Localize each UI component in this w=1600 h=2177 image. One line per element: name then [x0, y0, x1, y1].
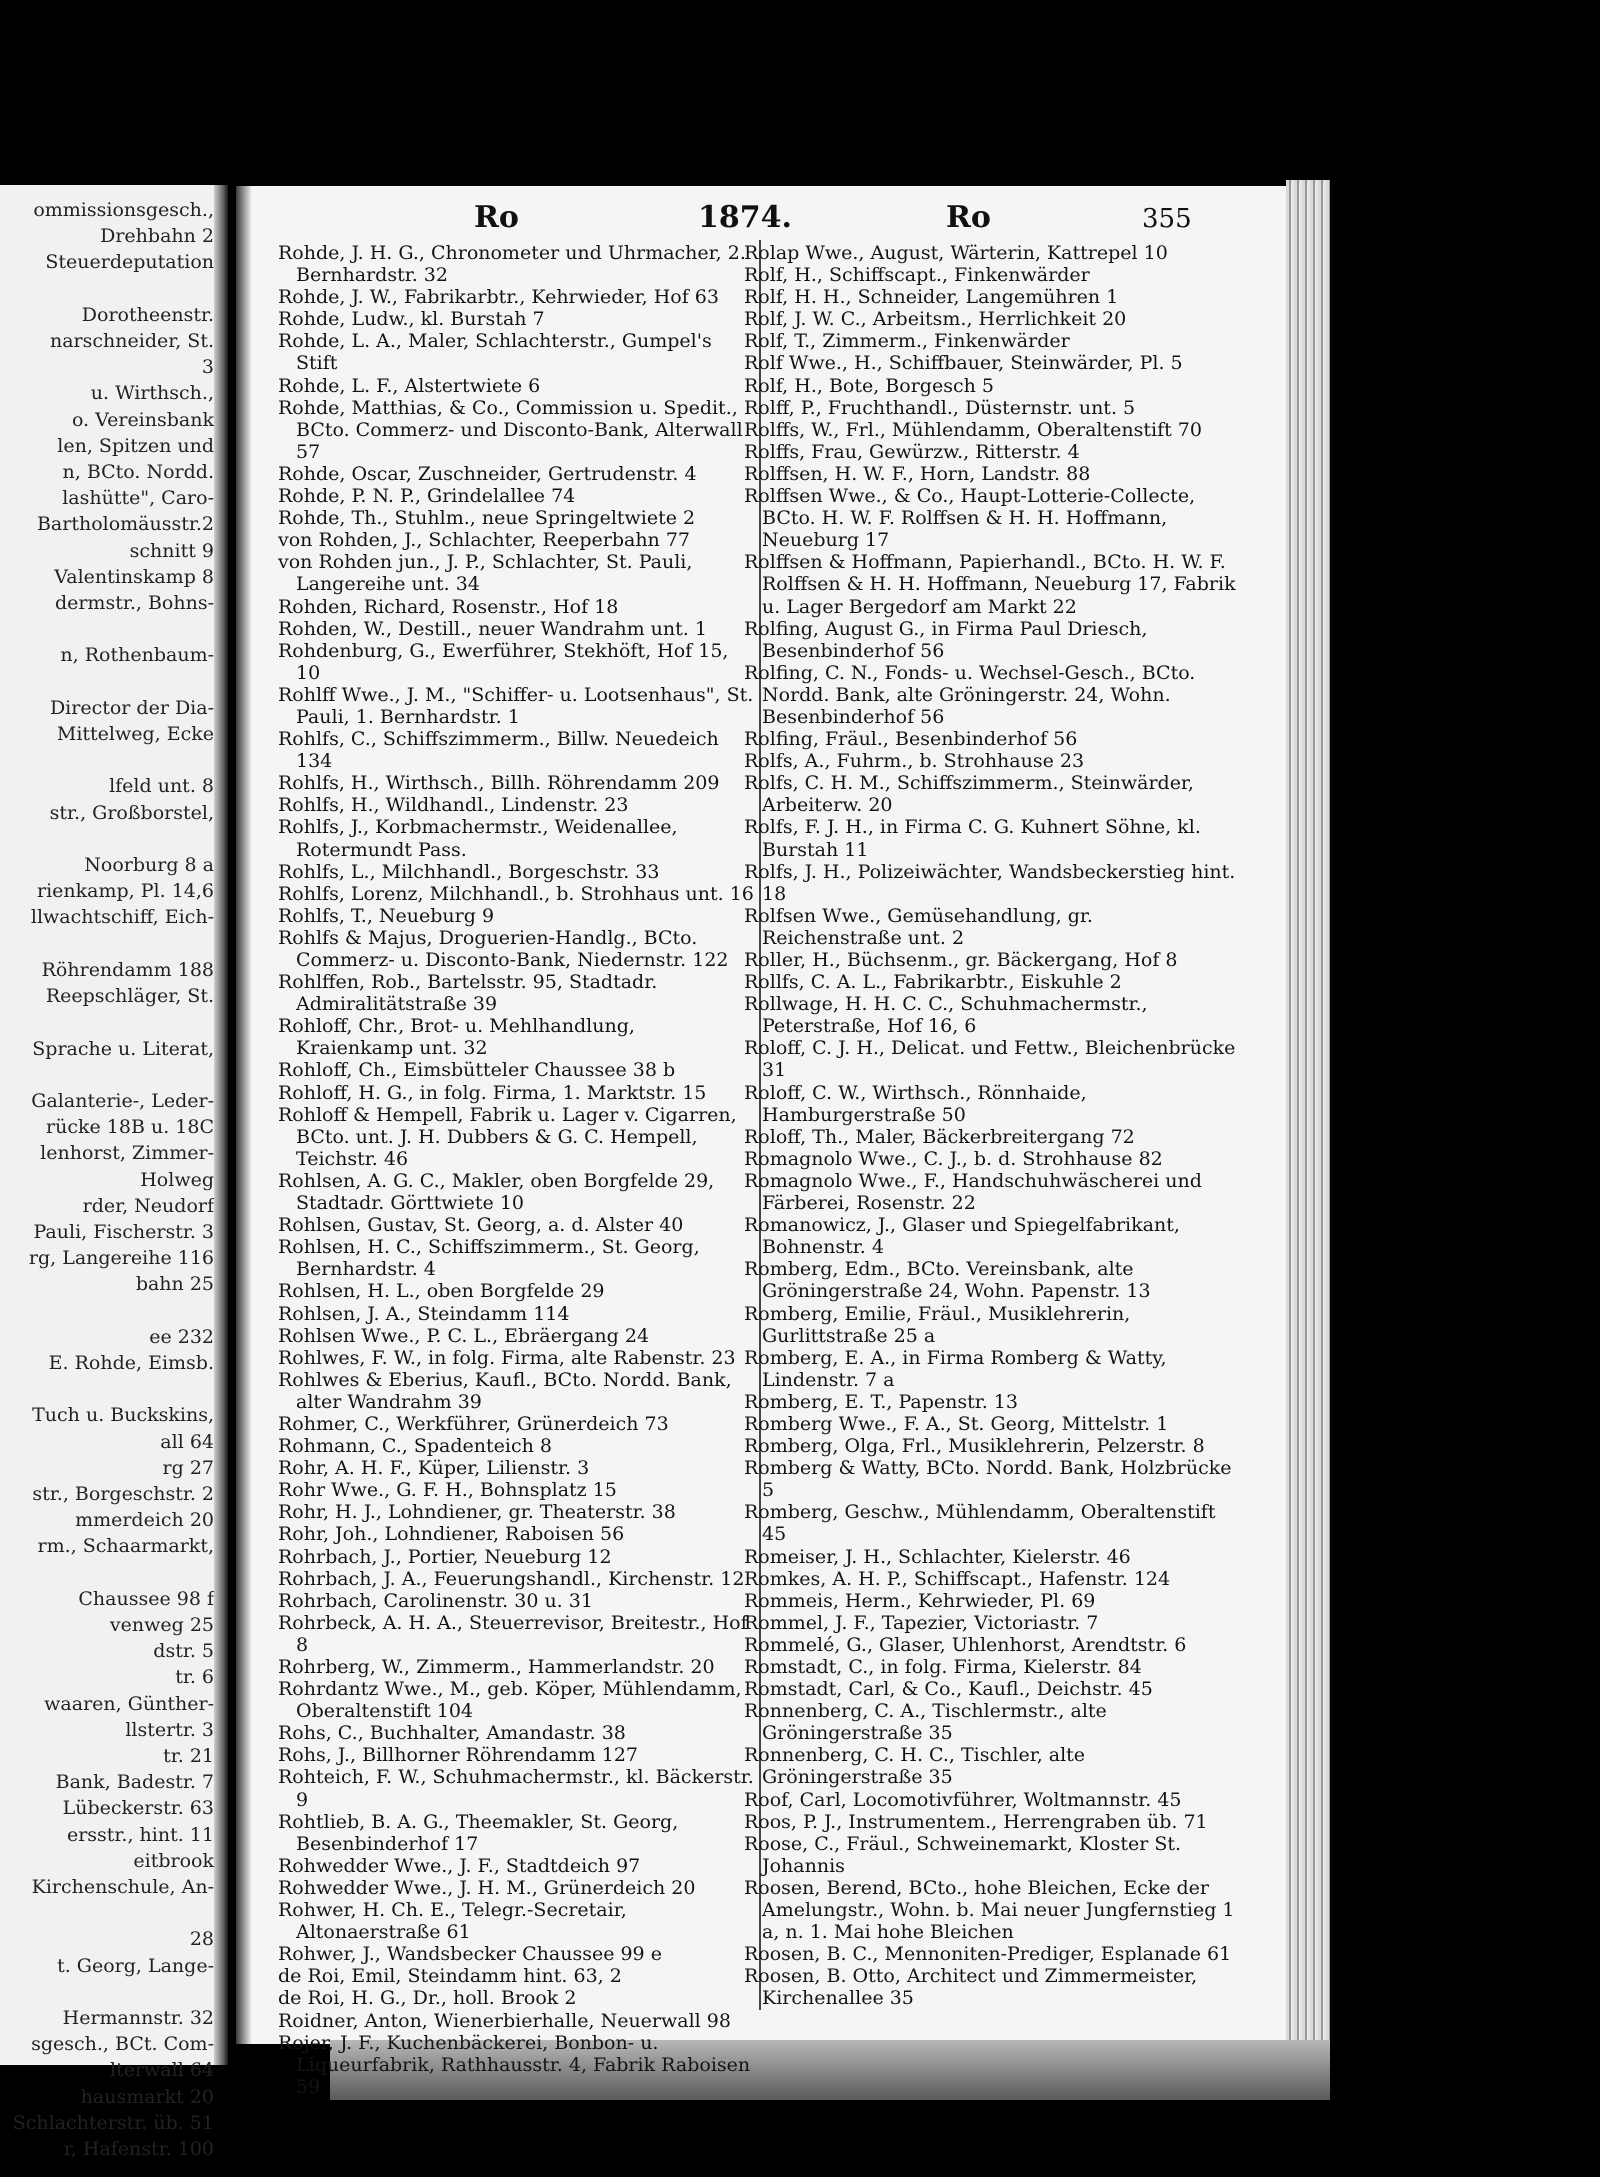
directory-entry: Rommelé, G., Glaser, Uhlenhorst, Arendtstr. 6: [744, 1633, 1187, 1656]
directory-entry: Romstadt, C., in folg. Firma, Kielerstr. 84: [744, 1656, 1142, 1678]
left-page-fragment: [0, 1560, 214, 1586]
directory-entry: Rohr, A. H. F., Küper, Lilienstr. 3: [278, 1457, 590, 1480]
left-page-fragment: tr. 6: [175, 1666, 214, 1689]
directory-entry: Rolfing, C. N., Fonds- u. Wechsel-Gesch., BCto. Nordd. Bank, alte Gröningerstr. 24, Wohn. Besenbinderhof 56: [744, 661, 1196, 728]
directory-entry: Rohlffen, Rob., Bartelsstr. 95, Stadtadr. Admiralitätstraße 39: [278, 971, 658, 1016]
directory-entry: Rohlfs, T., Neueburg 9: [278, 904, 495, 927]
directory-entry: Rohrbach, J., Portier, Neueburg 12: [278, 1545, 612, 1568]
left-page-fragment: Reepschläger, St.: [45, 985, 214, 1008]
left-page-fragment: rücke 18B u. 18C: [46, 1116, 214, 1139]
directory-entry: Rolf Wwe., H., Schiffbauer, Steinwärder, Pl. 5: [744, 352, 1183, 375]
page-edges: [1286, 180, 1330, 2050]
directory-entry: Rohlwes & Eberius, Kaufl., BCto. Nordd. Bank, alter Wandrahm 39: [278, 1368, 732, 1413]
left-page-text-fragments: [0, 197, 214, 2162]
left-page-fragment: E. Rohde, Eimsb.: [48, 1351, 214, 1374]
directory-entry: Rohdenburg, G., Ewerführer, Stekhöft, Hof 15, 10: [278, 639, 729, 684]
directory-entry: Romagnolo Wwe., F., Handschuhwäscherei und Färberei, Rosenstr. 22: [744, 1169, 1202, 1215]
header-year: 1874.: [698, 200, 792, 235]
directory-entry: Roosen, Berend, BCto., hohe Bleichen, Ecke der Amelungstr., Wohn. b. Mai neuer Jungfernstieg 1 a, n. 1. Mai hohe Bleichen: [744, 1876, 1235, 1944]
left-page-fragment: Lübeckerstr. 63: [62, 1797, 214, 1820]
left-page-fragment: str., Borgeschstr. 2: [32, 1482, 214, 1505]
left-page-fragment: llwachtschiff, Eich-: [30, 906, 214, 929]
directory-entry: Rolf, T., Zimmerm., Finkenwärder: [744, 330, 1070, 353]
directory-entry: Rolffs, Frau, Gewürzw., Ritterstr. 4: [744, 440, 1080, 463]
left-page-fragment: len, Spitzen und: [57, 434, 214, 457]
directory-entry: Rommel, J. F., Tapezier, Victoriastr. 7: [744, 1611, 1099, 1634]
left-page-fragment: venweg 25: [109, 1613, 214, 1636]
directory-entry: Romstadt, Carl, & Co., Kaufl., Deichstr. 45: [744, 1678, 1153, 1701]
directory-entry: Ronnenberg, C. H. C., Tischler, alte Gröningerstraße 35: [744, 1744, 1086, 1789]
left-facing-page: [0, 185, 228, 2161]
directory-entry: Romberg, E. A., in Firma Romberg & Watty, Lindenstr. 7 a: [744, 1346, 1167, 1391]
directory-entry: Rohlfs, H., Wirthsch., Billh. Röhrendamm 209: [278, 772, 720, 795]
directory-entry: Roosen, B. C., Mennoniten-Prediger, Esplanade 61: [744, 1943, 1232, 1966]
left-page-fragment: u. Wirthsch.,: [90, 382, 214, 405]
page-number: 355: [1142, 204, 1192, 234]
directory-entry: Rohrbach, Carolinenstr. 30 u. 31: [278, 1589, 593, 1612]
directory-entry: Rojer, J. F., Kuchenbäckerei, Bonbon- u. Liqueurfabrik, Rathhausstr. 4, Fabrik Raboisen 59: [278, 2031, 751, 2098]
directory-entry: Rohde, L. F., Alstertwiete 6: [278, 374, 541, 397]
directory-entry: Rohlsen Wwe., P. C. L., Ebräergang 24: [278, 1324, 650, 1347]
directory-entry: Romberg Wwe., F. A., St. Georg, Mittelstr. 1: [744, 1412, 1169, 1435]
directory-entry: Rohs, J., Billhorner Röhrendamm 127: [278, 1744, 638, 1767]
directory-entry: Rohlfs, Lorenz, Milchhandl., b. Strohhaus unt. 16: [278, 882, 754, 905]
directory-entry: Rohlfs, C., Schiffszimmerm., Billw. Neuedeich 134: [278, 728, 719, 773]
left-page-fragment: [0, 669, 214, 695]
left-page-fragment: Director der Dia-: [49, 696, 214, 719]
directory-entry: de Roi, Emil, Steindamm hint. 63, 2: [278, 1965, 622, 1988]
left-page-fragment: lashütte", Caro-: [62, 487, 214, 510]
directory-column-left: [278, 242, 758, 2098]
left-page-fragment: all 64: [160, 1430, 214, 1453]
directory-entry: Roloff, C. J. H., Delicat. und Fettw., Bleichenbrücke 31: [744, 1037, 1236, 1082]
directory-entry: Rolfs, F. J. H., in Firma C. G. Kuhnert Söhne, kl. Burstah 11: [744, 816, 1201, 861]
directory-column-right: [744, 242, 1236, 2010]
directory-entry: Rohlfs & Majus, Droguerien-Handlg., BCto. Commerz- u. Disconto-Bank, Niedernstr. 122: [278, 926, 729, 971]
directory-entry: Roos, P. J., Instrumentem., Herrengraben üb. 71: [744, 1810, 1208, 1833]
left-page-fragment: [0, 1900, 214, 1926]
directory-entry: Rohloff, H. G., in folg. Firma, 1. Marktstr. 15: [278, 1081, 707, 1104]
directory-entry: Rolap Wwe., August, Wärterin, Kattrepel 10: [744, 242, 1168, 264]
left-page-fragment: [0, 1009, 214, 1035]
header-left-key: Ro: [474, 200, 519, 235]
directory-entry: Rollfs, C. A. L., Fabrikarbtr., Eiskuhle 2: [744, 971, 1122, 994]
left-page-fragment: Mittelweg, Ecke: [56, 723, 214, 746]
left-page-fragment: [0, 747, 214, 773]
directory-entry: Romberg & Watty, BCto. Nordd. Bank, Holzbrücke 5: [744, 1457, 1232, 1502]
left-page-fragment: ommissionsgesch.,: [33, 199, 214, 221]
directory-entry: Rohde, J. H. G., Chronometer und Uhrmacher, 2. Bernhardstr. 32: [278, 242, 746, 287]
directory-entry: Rohwer, H. Ch. E., Telegr.-Secretair, Altonaerstraße 61: [278, 1899, 627, 1944]
directory-entry: Rolf, H., Bote, Borgesch 5: [744, 374, 994, 397]
directory-entry: Rohde, P. N. P., Grindelallee 74: [278, 485, 576, 508]
left-page-fragment: [0, 931, 214, 957]
directory-entry: Roidner, Anton, Wienerbierhalle, Neuerwall 98: [278, 2009, 731, 2032]
directory-entry: Rohwer, J., Wandsbecker Chaussee 99 e: [278, 1943, 662, 1966]
left-page-fragment: Noorburg 8 a: [84, 854, 214, 877]
left-page-fragment: Kirchenschule, An-: [31, 1876, 214, 1898]
left-page-gutter: [214, 185, 228, 2065]
left-page-fragment: [0, 616, 214, 642]
header-right-key: Ro: [946, 200, 991, 235]
directory-entry: Rohmann, C., Spadenteich 8: [278, 1435, 552, 1458]
directory-entry: Rolfing, August G., in Firma Paul Driesch, Besenbinderhof 56: [744, 617, 1148, 662]
directory-entry: Rolf, H., Schiffscapt., Finkenwärder: [744, 264, 1090, 287]
directory-entry: Rohmer, C., Werkführer, Grünerdeich 73: [278, 1412, 669, 1435]
directory-entry: Rolf, J. W. C., Arbeitsm., Herrlichkeit 20: [744, 308, 1127, 331]
directory-entry: Rohrbeck, A. H. A., Steuerrevisor, Breitestr., Hof 8: [278, 1611, 748, 1656]
left-page-fragment: Pauli, Fischerstr. 3: [33, 1220, 214, 1243]
directory-entry: Rolfs, C. H. M., Schiffszimmerm., Steinwärder, Arbeiterw. 20: [744, 772, 1194, 817]
directory-entry: Romagnolo Wwe., C. J., b. d. Strohhause 82: [744, 1147, 1163, 1170]
directory-entry: Rohloff, Chr., Brot- u. Mehlhandlung, Kraienkamp unt. 32: [278, 1015, 635, 1060]
left-page-fragment: llstertr. 3: [125, 1718, 214, 1741]
directory-entry: Romberg, Edm., BCto. Vereinsbank, alte Gröningerstraße 24, Wohn. Papenstr. 13: [744, 1258, 1151, 1303]
left-page-fragment: 3: [201, 356, 214, 379]
left-page-fragment: mmerdeich 20: [75, 1509, 214, 1532]
directory-entry: Rohr Wwe., G. F. H., Bohnsplatz 15: [278, 1479, 617, 1502]
directory-entry: Rohrbach, J. A., Feuerungshandl., Kirchenstr. 12: [278, 1567, 745, 1590]
directory-entry: Romeiser, J. H., Schlachter, Kielerstr. 46: [744, 1545, 1131, 1568]
directory-entry: Rohrdantz Wwe., M., geb. Köper, Mühlendamm, Oberaltenstift 104: [278, 1678, 742, 1723]
left-page-fragment: Bartholomäusstr.2: [36, 513, 214, 536]
directory-entry: Rohlsen, H. L., oben Borgfelde 29: [278, 1280, 605, 1303]
directory-entry: Rohloff & Hempell, Fabrik u. Lager v. Cigarren, BCto. unt. J. H. Dubbers & G. C. Hempell, Teichstr. 46: [278, 1103, 737, 1170]
directory-entry: Rohs, C., Buchhalter, Amandastr. 38: [278, 1722, 626, 1745]
directory-entry: Romkes, A. H. P., Schiffscapt., Hafenstr. 124: [744, 1567, 1171, 1590]
directory-entry: Rohr, H. J., Lohndiener, gr. Theaterstr. 38: [278, 1501, 676, 1524]
directory-entry: Rohde, J. W., Fabrikarbtr., Kehrwieder, Hof 63: [278, 286, 719, 309]
directory-entry: Rolffsen Wwe., & Co., Haupt-Lotterie-Collecte, BCto. H. W. F. Rolffsen & H. H. Hoffmann, Neueburg 17: [744, 485, 1196, 552]
directory-entry: von Rohden jun., J. P., Schlachter, St. Pauli, Langereihe unt. 34: [278, 551, 693, 596]
left-page-fragment: Holweg: [140, 1168, 214, 1191]
directory-entry: Rohteich, F. W., Schuhmachermstr., kl. Bäckerstr. 9: [278, 1766, 754, 1811]
directory-entry: Rohden, W., Destill., neuer Wandrahm unt. 1: [278, 617, 707, 640]
left-page-fragment: Tuch u. Buckskins,: [32, 1404, 214, 1427]
directory-entry: Rolffsen & Hoffmann, Papierhandl., BCto. H. W. F. Rolffsen & H. H. Hoffmann, Neueburg 17, Fabrik u. Lager Bergedorf am Markt 22: [744, 551, 1236, 618]
directory-entry: Rohrberg, W., Zimmerm., Hammerlandstr. 20: [278, 1656, 715, 1678]
directory-entry: Rohr, Joh., Lohndiener, Raboisen 56: [278, 1523, 625, 1546]
left-page-fragment: narschneider, St.: [49, 330, 214, 353]
left-page-fragment: 28: [189, 1928, 214, 1951]
directory-entry: Rohlfs, L., Milchhandl., Borgeschstr. 33: [278, 860, 660, 883]
left-page-fragment: dermstr., Bohns-: [54, 592, 214, 615]
left-page-fragment: lterwall 64: [110, 2059, 214, 2082]
left-page-fragment: Steuerdeputation: [45, 251, 214, 274]
left-page-fragment: [0, 1979, 214, 2005]
left-page-fragment: rm., Schaarmarkt,: [37, 1535, 214, 1558]
directory-entry: Rohde, Ludw., kl. Burstah 7: [278, 308, 545, 331]
directory-entry: Rohtlieb, B. A. G., Theemakler, St. Georg, Besenbinderhof 17: [278, 1810, 679, 1855]
directory-entry: Rohlsen, A. G. C., Makler, oben Borgfelde 29, Stadtadr. Görttwiete 10: [278, 1169, 715, 1215]
left-page-fragment: rienkamp, Pl. 14,6: [37, 880, 214, 903]
left-page-fragment: Röhrendamm 188: [41, 958, 214, 981]
directory-entry: Rohlsen, J. A., Steindamm 114: [278, 1302, 570, 1325]
left-page-fragment: eitbrook: [133, 1849, 214, 1872]
page-header: [236, 200, 1288, 236]
left-page-fragment: bahn 25: [135, 1273, 214, 1296]
left-page-fragment: rder, Neudorf: [82, 1194, 214, 1217]
left-page-fragment: dstr. 5: [153, 1640, 214, 1663]
directory-entry: Rolffs, W., Frl., Mühlendamm, Oberaltenstift 70: [744, 418, 1202, 441]
directory-entry: Rohwedder Wwe., J. H. M., Grünerdeich 20: [278, 1876, 696, 1899]
directory-entry: Rommeis, Herm., Kehrwieder, Pl. 69: [744, 1589, 1096, 1612]
left-page-fragment: rg 27: [162, 1456, 214, 1479]
directory-entry: Rohloff, Ch., Eimsbütteler Chaussee 38 b: [278, 1059, 676, 1082]
left-page-fragment: rg, Langereihe 116: [28, 1247, 214, 1270]
directory-entry: Roof, Carl, Locomotivführer, Woltmannstr. 45: [744, 1788, 1182, 1811]
directory-entry: Romberg, E. T., Papenstr. 13: [744, 1390, 1018, 1413]
left-page-fragment: ersstr., hint. 11: [66, 1823, 214, 1846]
left-page-fragment: t. Georg, Lange-: [57, 1954, 214, 1977]
directory-entry: Rohlfs, J., Korbmachermstr., Weidenallee, Rotermundt Pass.: [278, 816, 678, 861]
directory-entry: Rollwage, H. H. C. C., Schuhmachermstr., Peterstraße, Hof 16, 6: [744, 993, 1148, 1038]
directory-entry: Rohde, Oscar, Zuschneider, Gertrudenstr. 4: [278, 462, 697, 485]
left-page-fragment: Hermannstr. 32: [62, 2007, 214, 2030]
left-page-fragment: r, Hafenstr. 100: [63, 2138, 214, 2161]
directory-entry: Romberg, Emilie, Fräul., Musiklehrerin, Gurlittstraße 25 a: [744, 1302, 1131, 1347]
left-page-fragment: str., Großborstel,: [49, 801, 214, 824]
left-page-fragment: Chaussee 98 f: [78, 1587, 214, 1610]
left-page-fragment: o. Vereinsbank: [71, 408, 214, 431]
left-page-fragment: Schlachterstr. üb. 51: [12, 2111, 214, 2134]
left-page-fragment: [0, 826, 214, 852]
directory-entry: Rohlff Wwe., J. M., "Schiffer- u. Lootsenhaus", St. Pauli, 1. Bernhardstr. 1: [278, 683, 754, 728]
left-page-fragment: n, BCto. Nordd.: [62, 461, 214, 484]
left-page-fragment: Bank, Badestr. 7: [55, 1771, 214, 1794]
directory-entry: Rohden, Richard, Rosenstr., Hof 18: [278, 595, 619, 618]
directory-entry: Roloff, Th., Maler, Bäckerbreitergang 72: [744, 1125, 1135, 1148]
directory-entry: Romanowicz, J., Glaser und Spiegelfabrikant, Bohnenstr. 4: [744, 1214, 1180, 1259]
left-page-fragment: sgesch., BCt. Com-: [31, 2033, 214, 2056]
directory-entry: Rolff, P., Fruchthandl., Düsternstr. unt. 5: [744, 396, 1136, 419]
directory-entry: Roller, H., Büchsenm., gr. Bäckergang, Hof 8: [744, 949, 1178, 971]
directory-entry: Romberg, Olga, Frl., Musiklehrerin, Pelzerstr. 8: [744, 1435, 1205, 1458]
left-page-fragment: [0, 1062, 214, 1088]
left-page-fragment: Galanterie-, Leder-: [31, 1089, 214, 1112]
left-page-fragment: [0, 276, 214, 302]
directory-entry: Roosen, B. Otto, Architect und Zimmermeister, Kirchenallee 35: [744, 1965, 1198, 2010]
left-page-fragment: lenhorst, Zimmer-: [40, 1142, 214, 1165]
left-page-fragment: hausmarkt 20: [80, 2085, 214, 2108]
left-page-fragment: Drehbahn 2: [100, 225, 214, 248]
left-page-fragment: [0, 1298, 214, 1324]
directory-entry: Roloff, C. W., Wirthsch., Rönnhaide, Hamburgerstraße 50: [744, 1081, 1087, 1126]
left-page-fragment: waaren, Günther-: [44, 1692, 214, 1715]
directory-entry: Romberg, Geschw., Mühlendamm, Oberaltenstift 45: [744, 1501, 1216, 1546]
left-page-fragment: Dorotheenstr.: [81, 303, 214, 326]
left-page-fragment: Sprache u. Literat,: [32, 1037, 214, 1060]
directory-entry: Rohlwes, F. W., in folg. Firma, alte Rabenstr. 23: [278, 1346, 736, 1369]
directory-entry: Rolfsen Wwe., Gemüsehandlung, gr. Reichenstraße unt. 2: [744, 904, 1093, 949]
directory-entry: Ronnenberg, C. A., Tischlermstr., alte Gröningerstraße 35: [744, 1700, 1107, 1745]
left-page-fragment: lfeld unt. 8: [109, 775, 214, 798]
left-page-fragment: [0, 1376, 214, 1402]
directory-entry: Rolffsen, H. W. F., Horn, Landstr. 88: [744, 462, 1091, 485]
left-page-fragment: tr. 21: [163, 1744, 214, 1767]
left-page-fragment: n, Rothenbaum-: [60, 644, 214, 667]
directory-entry: Rohde, Matthias, & Co., Commission u. Spedit., BCto. Commerz- und Disconto-Bank, Alterwall 57: [278, 396, 743, 463]
left-page-fragment: ee 232: [149, 1325, 214, 1348]
directory-entry: Rohwedder Wwe., J. F., Stadtdeich 97: [278, 1854, 641, 1877]
left-page-fragment: schnitt 9: [129, 539, 214, 562]
directory-entry: Rolfs, A., Fuhrm., b. Strohhause 23: [744, 750, 1085, 773]
directory-entry: Rolfs, J. H., Polizeiwächter, Wandsbeckerstieg hint. 18: [744, 860, 1236, 905]
directory-entry: von Rohden, J., Schlachter, Reeperbahn 77: [278, 529, 691, 552]
directory-entry: Rolf, H. H., Schneider, Langemühren 1: [744, 286, 1119, 309]
directory-entry: Roose, C., Fräul., Schweinemarkt, Kloster St. Johannis: [744, 1832, 1182, 1877]
directory-entry: Rohde, L. A., Maler, Schlachterstr., Gumpel's Stift: [278, 330, 712, 375]
left-page-fragment: Valentinskamp 8: [54, 565, 214, 588]
directory-entry: Rolfing, Fräul., Besenbinderhof 56: [744, 728, 1078, 751]
directory-entry: Rohde, Th., Stuhlm., neue Springeltwiete 2: [278, 507, 696, 530]
directory-entry: de Roi, H. G., Dr., holl. Brook 2: [278, 1987, 577, 2010]
directory-entry: Rohlfs, H., Wildhandl., Lindenstr. 23: [278, 794, 629, 817]
directory-entry: Rohlsen, Gustav, St. Georg, a. d. Alster 40: [278, 1214, 684, 1237]
spine-shadow: [236, 186, 252, 2044]
directory-entry: Rohlsen, H. C., Schiffszimmerm., St. Georg, Bernhardstr. 4: [278, 1236, 700, 1281]
